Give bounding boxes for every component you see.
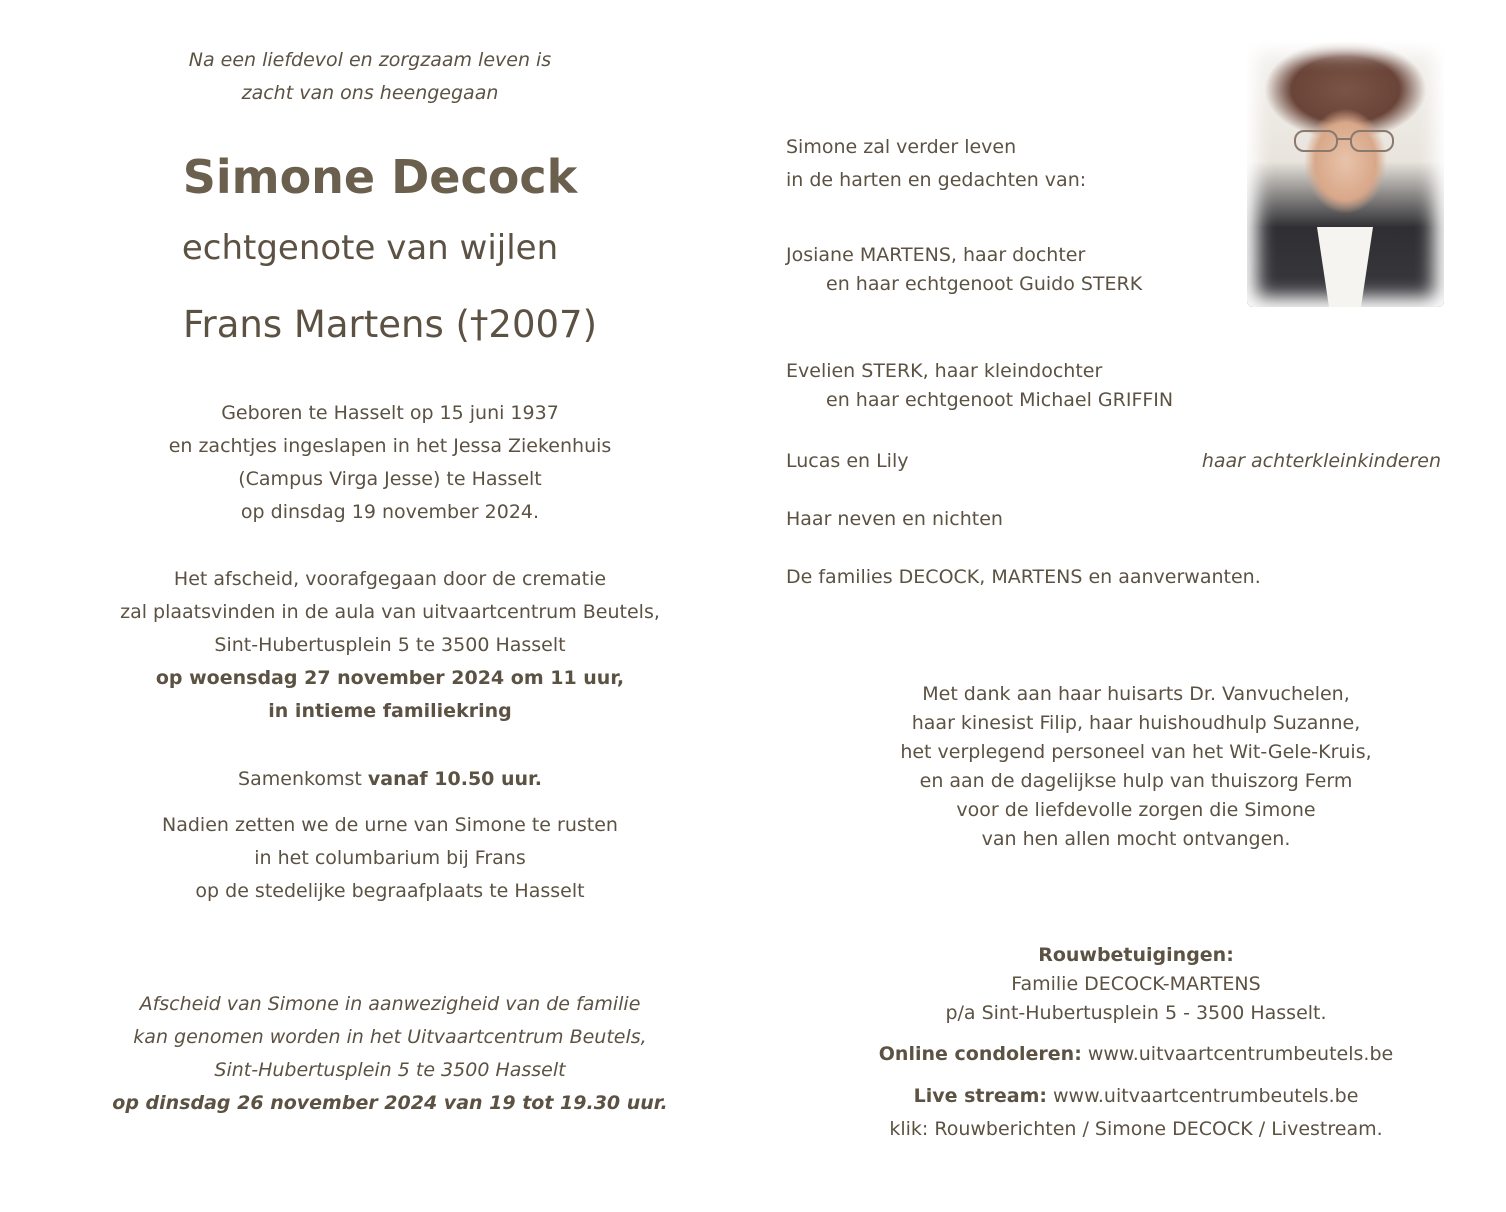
spouse-name: Frans Martens (†2007) xyxy=(182,303,598,346)
livestream-line xyxy=(836,1080,1436,1113)
ceremony-note: in intieme familiekring xyxy=(268,700,512,722)
birth-line-1: Geboren te Hasselt op 15 juni 1937 xyxy=(221,402,559,424)
livestream-link[interactable]: www.uitvaartcentrumbeutels.be xyxy=(1053,1085,1359,1107)
glasses-icon xyxy=(1293,128,1397,154)
opening-line-1: Na een liefdevol en zorgzaam leven is xyxy=(188,49,552,71)
birth-details xyxy=(80,397,700,529)
ceremony-line-3: Sint-Hubertusplein 5 te 3500 Hasselt xyxy=(214,634,566,656)
farewell-line-1: Afscheid van Simone in aanwezigheid van de familie xyxy=(139,993,641,1015)
thanks-text xyxy=(836,680,1436,854)
farewell-line-3: Sint-Hubertusplein 5 te 3500 Hasselt xyxy=(214,1059,566,1081)
birth-line-2: en zachtjes ingeslapen in het Jessa Ziekenhuis xyxy=(168,435,612,457)
family-entry-line-2: en haar echtgenoot Michael GRIFFIN xyxy=(826,389,1174,411)
urn-line-2: in het columbarium bij Frans xyxy=(254,847,526,869)
thanks-line-5: voor de liefdevolle zorgen die Simone xyxy=(956,799,1316,821)
ceremony-date: op woensdag 27 november 2024 om 11 uur, xyxy=(155,667,625,689)
ceremony-line-1: Het afscheid, voorafgegaan door de crematie xyxy=(173,568,607,590)
birth-line-3: (Campus Virga Jesse) te Hasselt xyxy=(238,468,542,490)
opening-line-2: zacht van ons heengegaan xyxy=(241,82,499,104)
nephews-line: Haar neven en nichten xyxy=(786,508,1003,530)
condolence-line-1: Familie DECOCK-MARTENS xyxy=(1011,973,1261,995)
farewell-line-2: kan genomen worden in het Uitvaartcentrum Beutels, xyxy=(133,1026,647,1048)
thanks-line-1: Met dank aan haar huisarts Dr. Vanvuchelen, xyxy=(922,683,1350,705)
ceremony-line-2: zal plaatsvinden in de aula van uitvaartcentrum Beutels, xyxy=(120,601,660,623)
urn-details xyxy=(90,809,690,908)
online-condolence-link[interactable]: www.uitvaartcentrumbeutels.be xyxy=(1087,1043,1394,1065)
condolence-line-2: p/a Sint-Hubertusplein 5 - 3500 Hasselt. xyxy=(945,1002,1327,1024)
birth-line-4: op dinsdag 19 november 2024. xyxy=(240,501,540,523)
portrait-photo xyxy=(1247,42,1444,307)
photo-collar xyxy=(1305,227,1385,307)
spouse-intro: echtgenote van wijlen xyxy=(181,228,559,268)
family-entry xyxy=(786,241,1226,299)
thanks-line-4: en aan de dagelijkse hulp van thuiszorg Ferm xyxy=(919,770,1353,792)
family-entry xyxy=(786,357,1226,415)
farewell-details xyxy=(90,988,690,1120)
family-entry-line-1: Evelien STERK, haar kleindochter xyxy=(786,360,1103,382)
family-intro xyxy=(786,131,1226,197)
condolence-address xyxy=(836,941,1436,1028)
family-intro-line-1: Simone zal verder leven xyxy=(786,136,1017,158)
urn-line-3: op de stedelijke begraafplaats te Hasselt xyxy=(195,880,585,902)
thanks-line-2: haar kinesist Filip, haar huishoudhulp Suzanne, xyxy=(911,712,1361,734)
online-condolence xyxy=(836,1038,1436,1071)
great-grandchildren xyxy=(786,445,1441,478)
urn-line-1: Nadien zetten we de urne van Simone te rusten xyxy=(162,814,618,836)
great-grandchildren-role: haar achterkleinkinderen xyxy=(1201,450,1441,472)
opening-text xyxy=(90,44,650,110)
family-intro-line-2: in de harten en gedachten van: xyxy=(786,169,1087,191)
farewell-date: op dinsdag 26 november 2024 van 19 tot 19.30 uur. xyxy=(112,1092,668,1114)
great-grandchildren-names: Lucas en Lily xyxy=(786,450,909,472)
family-entry-line-1: Josiane MARTENS, haar dochter xyxy=(786,244,1086,266)
gathering-time: vanaf 10.50 uur. xyxy=(367,768,542,790)
deceased-name: Simone Decock xyxy=(182,150,578,204)
condolence-heading: Rouwbetuigingen: xyxy=(1038,944,1234,966)
ceremony-details xyxy=(80,563,700,728)
livestream-instructions: klik: Rouwberichten / Simone DECOCK / Livestream. xyxy=(889,1118,1383,1140)
families-line: De families DECOCK, MARTENS en aanverwanten. xyxy=(786,566,1261,588)
family-entry-line-2: en haar echtgenoot Guido STERK xyxy=(826,273,1143,295)
thanks-line-3: het verplegend personeel van het Wit-Gele-Kruis, xyxy=(900,741,1372,763)
gathering-line xyxy=(80,763,700,796)
gathering-label: Samenkomst xyxy=(238,768,362,790)
online-condolence-label: Online condoleren: xyxy=(878,1043,1082,1065)
thanks-line-6: van hen allen mocht ontvangen. xyxy=(981,828,1291,850)
livestream-label: Live stream: xyxy=(913,1085,1047,1107)
